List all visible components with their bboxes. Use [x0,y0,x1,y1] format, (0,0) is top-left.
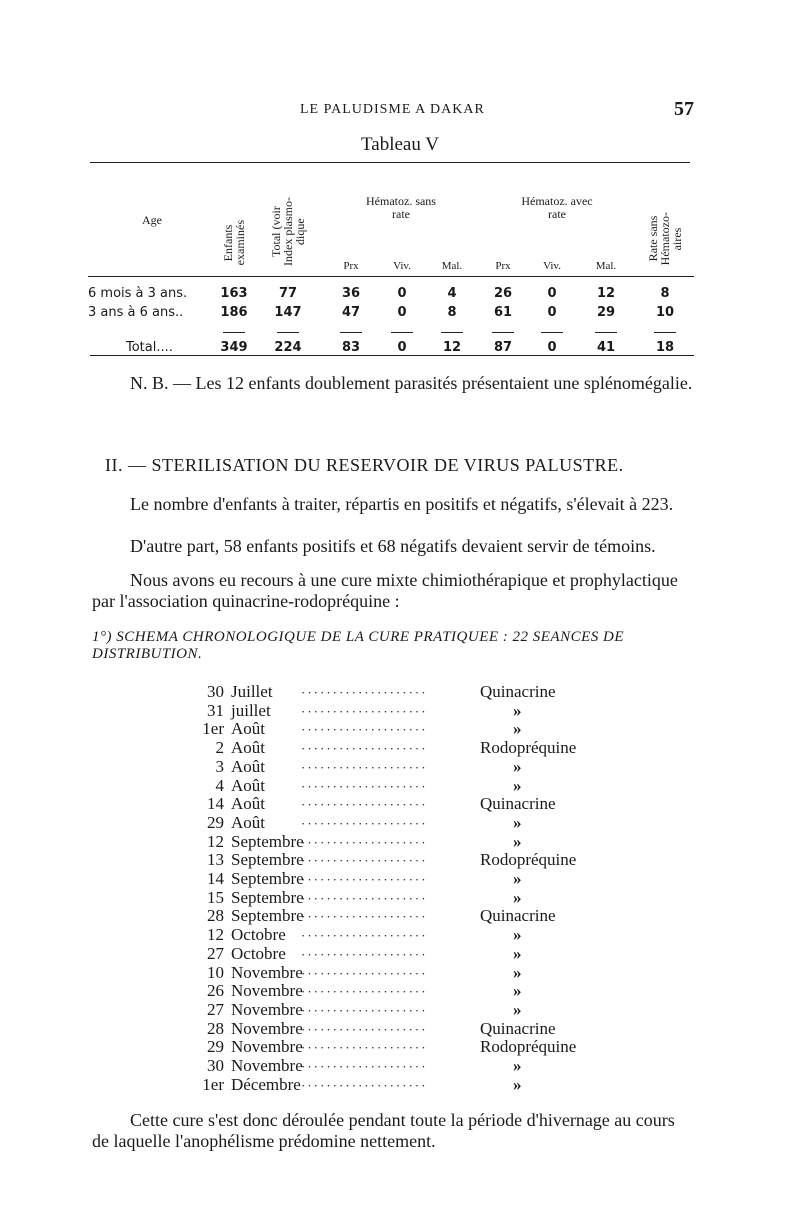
schedule-month: Août [231,738,265,758]
dot-leader: ···················· [301,759,428,775]
schedule-row [0,850,800,869]
schedule-row [0,776,800,795]
total-row [88,337,694,357]
schedule-day: 14 [207,869,224,888]
dot-leader: ···················· [301,834,428,850]
cell: 0 [397,286,407,301]
schedule-day: 29 [207,812,224,832]
col-header-rate-sans: Rate sans Hématozo- aires [646,212,684,266]
cell: 0 [397,339,407,355]
group-header-sans-rate: Hématoz. sans rate [366,194,436,221]
schedule-drug: » [513,981,522,1001]
schedule-row [0,888,800,907]
schedule-drug: » [513,831,522,851]
schedule-month: Septembre [231,887,304,907]
dot-leader: ···················· [301,1040,428,1056]
cell: 83 [341,339,361,355]
schedule-row [0,925,800,944]
schedule-month: Août [231,794,265,814]
schedule-day: 31 [207,700,224,720]
col-header-age: Age [142,213,162,228]
schedule-day: 15 [207,887,224,907]
schedule-row [0,832,800,851]
cell: 4 [447,286,457,301]
sub-header-viv: Viv. [393,259,411,272]
schedule-month: Juillet [231,682,273,701]
schedule-drug: » [513,943,522,963]
dot-leader: ···················· [301,815,428,831]
nb-note: N. B. — Les 12 enfants doublement parasités présentaient une splénomégalie. [130,373,693,393]
dot-leader: ···················· [301,741,428,757]
cell: 18 [655,339,675,355]
schedule-drug: » [513,1056,522,1075]
cell: 0 [547,339,557,355]
dot-leader: ···················· [301,890,428,906]
cell: 77 [278,286,298,301]
cell: 61 [493,305,513,320]
schedule-row [0,1000,800,1019]
cell: 0 [547,305,557,320]
schedule-row [0,738,800,757]
schedule-drug: » [513,962,522,982]
running-title: LE PALUDISME A DAKAR [300,102,485,117]
schedule-month: Novembre [231,1018,303,1038]
schedule-drug: » [513,925,522,945]
dot-leader: ···················· [301,703,428,719]
schedule-day: 14 [207,794,224,814]
col-header-enfants: Enfants examinés [221,220,247,266]
schedule-day: 1er [202,719,224,739]
dot-leader: ···················· [301,965,428,981]
schedule-month: Août [231,756,265,776]
dot-leader: ···················· [301,853,428,869]
schedule-drug: » [513,999,522,1019]
dot-leader: ···················· [301,722,428,738]
schedule-day: 10 [207,962,224,982]
schedule-month: Septembre [231,869,304,888]
schedule-day: 30 [207,1056,224,1075]
cell: 29 [596,305,616,320]
schedule-day: 4 [215,775,224,795]
dot-leader: ···················· [301,984,428,1000]
schedule-drug: » [513,869,522,888]
schedule-day: 26 [207,981,224,1001]
page-header [0,100,800,124]
schedule-month: Août [231,719,265,739]
schedule-row [0,1056,800,1075]
schedule-drug: » [513,812,522,832]
dot-leader: ···················· [301,1002,428,1018]
row-label: 3 ans à 6 ans.. [88,305,184,320]
cell: 349 [220,339,248,355]
dot-leader: ···················· [301,685,428,700]
table-row [88,303,694,322]
schedule-day: 1er [202,1074,224,1094]
cell: 8 [660,286,670,301]
schedule-row [0,757,800,776]
schedule-day: 29 [207,1037,224,1057]
sub-header-prx: Prx [343,259,359,272]
schedule-month: Novembre [231,1056,303,1075]
cell: 186 [220,305,248,320]
cell: 0 [397,305,407,320]
sub-header-mal: Mal. [595,259,617,272]
dot-leader: ···················· [301,909,428,925]
cell: 36 [341,286,361,301]
cell: 12 [596,286,616,301]
data-table [88,160,694,357]
paragraph: Nous avons eu recours à une cure mixte chimiothérapique et prophylactique par l'association quinacrine-rodopréquine : [92,570,678,611]
schedule-month: Novembre [231,981,303,1001]
cell: 12 [442,339,462,355]
schedule-month: Septembre [231,850,304,870]
section-heading: II. — STERILISATION DU RESERVOIR DE VIRUS PALUSTRE. [105,455,624,475]
schedule-month: Novembre [231,999,303,1019]
schedule-row [0,1037,800,1056]
cell: 87 [493,339,513,355]
page-number: 57 [674,98,694,120]
total-label: Total.... [126,339,173,355]
dot-leader: ···················· [301,1021,428,1037]
schedule-drug: » [513,700,522,720]
schedule-day: 12 [207,925,224,945]
schedule-month: Septembre [231,906,304,926]
schedule-drug: Rodopréquine [480,738,577,758]
schedule-day: 13 [207,850,224,870]
schedule-drug: Quinacrine [480,682,556,701]
schedule-day: 2 [215,738,224,758]
schedule-month: Octobre [231,925,286,945]
schedule-drug: » [513,887,522,907]
sub-header-viv: Viv. [543,259,561,272]
schedule-row [0,1019,800,1038]
schedule-row [0,813,800,832]
sum-dashes [88,322,694,337]
schedule-row [0,869,800,888]
schedule-month: Octobre [231,943,286,963]
schedule-row [0,981,800,1000]
paragraph: D'autre part, 58 enfants positifs et 68 négatifs devaient servir de témoins. [130,536,656,556]
paragraph: Le nombre d'enfants à traiter, répartis en positifs et négatifs, s'élevait à 223. [130,494,674,514]
col-header-total: Total (voir Index plasmo- dique [269,196,307,266]
schedule-drug: Quinacrine [480,794,556,814]
schedule-day: 27 [207,943,224,963]
schedule-month: Novembre [231,962,303,982]
closing-paragraph: Cette cure s'est donc déroulée pendant toute la période d'hivernage au cours de laquelle l'anophélisme prédomine nettement. [92,1110,675,1151]
cell: 163 [220,286,248,301]
dot-leader: ···················· [301,928,428,944]
schedule-month: juillet [231,700,271,720]
dot-leader: ···················· [301,778,428,794]
schedule-month: Novembre [231,1037,303,1057]
schedule-day: 12 [207,831,224,851]
schedule-drug: Quinacrine [480,1018,556,1038]
cell: 10 [655,305,675,320]
cell: 8 [447,305,457,320]
schedule-drug: » [513,775,522,795]
schedule-day: 30 [207,682,224,701]
schedule-month: Décembre [231,1074,301,1094]
schedule-row [0,701,800,720]
schedule-row [0,794,800,813]
schedule-day: 28 [207,1018,224,1038]
schedule-day: 3 [215,756,224,776]
schedule-drug: Quinacrine [480,906,556,926]
sub-header-prx: Prx [495,259,511,272]
schedule-row [0,1075,800,1094]
schedule-row [0,944,800,963]
schedule-row [0,963,800,982]
schedule-day: 27 [207,999,224,1019]
cell: 41 [596,339,616,355]
cell: 224 [274,339,302,355]
sub-header-mal: Mal. [441,259,463,272]
table-title: Tableau V [361,134,439,155]
dot-leader: ···················· [301,872,428,887]
schedule-day: 28 [207,906,224,926]
schedule-row [0,682,800,701]
schedule-drug: » [513,719,522,739]
group-header-avec-rate: Hématoz. avec rate [521,194,593,221]
subsection-heading: 1°) SCHEMA CHRONOLOGIQUE DE LA CURE PRATIQUEE : 22 SEANCES DE DISTRIBUTION. [92,629,625,662]
dot-leader: ···················· [301,797,428,813]
dot-leader: ···················· [301,1077,428,1093]
dot-leader: ···················· [301,1059,428,1074]
schedule-month: Août [231,812,265,832]
cell: 147 [274,305,302,320]
schedule-month: Août [231,775,265,795]
row-label: 6 mois à 3 ans. [88,286,188,301]
cell: 26 [493,286,513,301]
schedule-row [0,906,800,925]
schedule-drug: » [513,756,522,776]
schedule-drug: » [513,1074,522,1094]
table-bottom-rule [90,355,694,356]
schedule-drug: Rodopréquine [480,850,577,870]
dot-leader: ···················· [301,946,428,962]
schedule-month: Septembre [231,831,304,851]
cell: 0 [547,286,557,301]
schedule-row [0,719,800,738]
table-row [88,284,694,303]
schedule-drug: Rodopréquine [480,1037,577,1057]
cell: 47 [341,305,361,320]
